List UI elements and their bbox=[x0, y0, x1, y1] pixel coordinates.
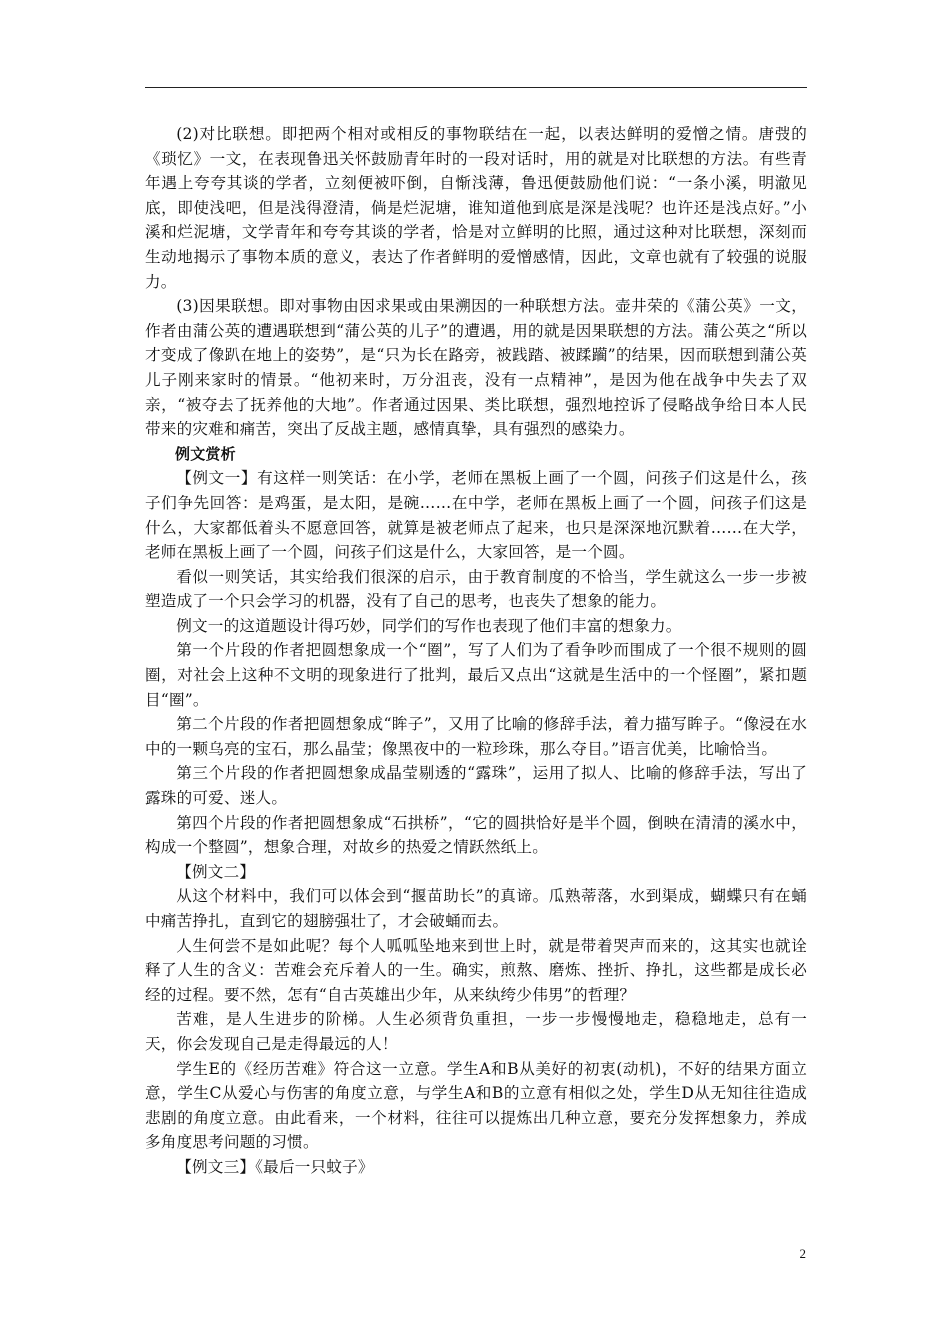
paragraph-fragment-four: 第四个片段的作者把圆想象成“石拱桥”，“它的圆拱恰好是半个圆，倒映在清清的溪水中，构成一个整圆”，想象合理，对故乡的热爱之情跃然纸上。 bbox=[145, 813, 807, 857]
page-number: 2 bbox=[799, 1246, 806, 1261]
paragraph-example-one: 【例文一】有这样一则笑话：在小学，老师在黑板上画了一个圆，问孩子们这是什么，孩子们争先回答：是鸡蛋，是太阳，是碗……在中学，老师在黑板上画了一个圆，问孩子们这是什么，大家都低着头不愿意回答，就算是被老师点了起来，也只是深深地沉默着……在大学，老师在黑板上画了一个圆，问孩子们这是什么，大家回答，是一个圆。 bbox=[145, 469, 807, 562]
paragraph-joke-insight: 看似一则笑话，其实给我们很深的启示，由于教育制度的不恰当，学生就这么一步一步被塑造成了一个只会学习的机器，没有了自己的思考，也丧失了想象的能力。 bbox=[145, 567, 807, 611]
paragraph-fragment-two: 第二个片段的作者把圆想象成“眸子”，又用了比喻的修辞手法，着力描写眸子。“像浸在水中的一颗乌亮的宝石，那么晶莹；像黑夜中的一粒珍珠，那么夺目。”语言优美，比喻恰当。 bbox=[145, 715, 807, 758]
paragraph-fragment-three: 第三个片段的作者把圆想象成晶莹剔透的“露珠”，运用了拟人、比喻的修辞手法，写出了露珠的可爱、迷人。 bbox=[145, 764, 807, 808]
paragraph-example-two-material: 从这个材料中，我们可以体会到“揠苗助长”的真谛。瓜熟蒂落，水到渠成，蝴蝶只有在蛹中痛苦挣扎，直到它的翅膀强壮了，才会破蛹而去。 bbox=[145, 887, 807, 930]
paragraph-example-two-label: 【例文二】 bbox=[176, 862, 256, 881]
paragraph-example-one-design: 例文一的这道题设计得巧妙，同学们的写作也表现了他们丰富的想象力。 bbox=[176, 616, 682, 635]
paragraph-causal-association: (3)因果联想。即对事物由因求果或由果溯因的一种联想方法。壶井荣的《蒲公英》一文，作者由蒲公英的遭遇联想到“蒲公英的儿子”的遭遇，用的就是因果联想的方法。蒲公英之“所以才变成了像趴在地上的姿势”，是“只为长在路旁，被践踏、被蹂躏”的结果，因而联想到蒲公英儿子刚来家时的情景。“他初来时，万分沮丧，没有一点精神”，是因为他在战争中失去了双亲，“被夺去了抚养他的大地”。作者通过因果、类比联想，强烈地控诉了侵略战争给日本人民带来的灾难和痛苦，突出了反战主题，感情真挚，具有强烈的感染力。 bbox=[145, 297, 807, 439]
paragraph-contrast-association: (2)对比联想。即把两个相对或相反的事物联结在一起，以表达鲜明的爱憎之情。唐弢的《琐忆》一文，在表现鲁迅关怀鼓励青年时的一段对话时，用的就是对比联想的方法。有些青年遇上夸夸其谈的学者，立刻便被吓倒，自惭浅薄，鲁迅便鼓励他们说：“一条小溪，明澈见底，即使浅吧，但是浅得澄清，倘是烂泥塘，谁知道他到底是深是浅呢？也许还是浅点好。”小溪和烂泥塘，文学青年和夸夸其谈的学者，恰是对立鲜明的比照，通过这种对比联想，深刻而生动地揭示了事物本质的意义，表达了作者鲜明的爱憎感情，因此，文章也就有了较强的说服力。 bbox=[145, 125, 807, 291]
header-rule bbox=[145, 87, 807, 88]
paragraph-example-two-comment: 学生E的《经历苦难》符合这一立意。学生A和B从美好的初衷(动机)，不好的结果方面立意，学生C从爱心与伤害的角度立意，与学生A和B的立意有相似之处，学生D从无知往往造成悲剧的角度立意。由此看来，一个材料，往往可以提炼出几种立意，要充分发挥想象力，养成多角度思考问题的习惯。 bbox=[145, 1059, 807, 1152]
document-body bbox=[145, 122, 807, 1180]
paragraph-example-two-life: 人生何尝不是如此呢？每个人呱呱坠地来到世上时，就是带着哭声而来的，这其实也就诠释了人生的含义：苦难会充斥着人的一生。确实，煎熬、磨炼、挫折、挣扎，这些都是成长必经的过程。要不然，怎有“自古英雄出少年，从来纨绔少伟男”的哲理？ bbox=[145, 936, 807, 1004]
paragraph-example-three-label: 【例文三】《最后一只蚊子》 bbox=[176, 1157, 374, 1176]
paragraph-fragment-one: 第一个片段的作者把圆想象成一个“圈”，写了人们为了看争吵而围成了一个很不规则的圆圈，对社会上这种不文明的现象进行了批判，最后又点出“这就是生活中的一个怪圈”，紧扣题目“圈”。 bbox=[145, 641, 807, 709]
section-heading-example-analysis: 例文赏析 bbox=[175, 444, 236, 463]
paragraph-example-two-hardship: 苦难，是人生进步的阶梯。人生必须背负重担，一步一步慢慢地走，稳稳地走，总有一天，你会发现自己是走得最远的人！ bbox=[145, 1010, 807, 1053]
